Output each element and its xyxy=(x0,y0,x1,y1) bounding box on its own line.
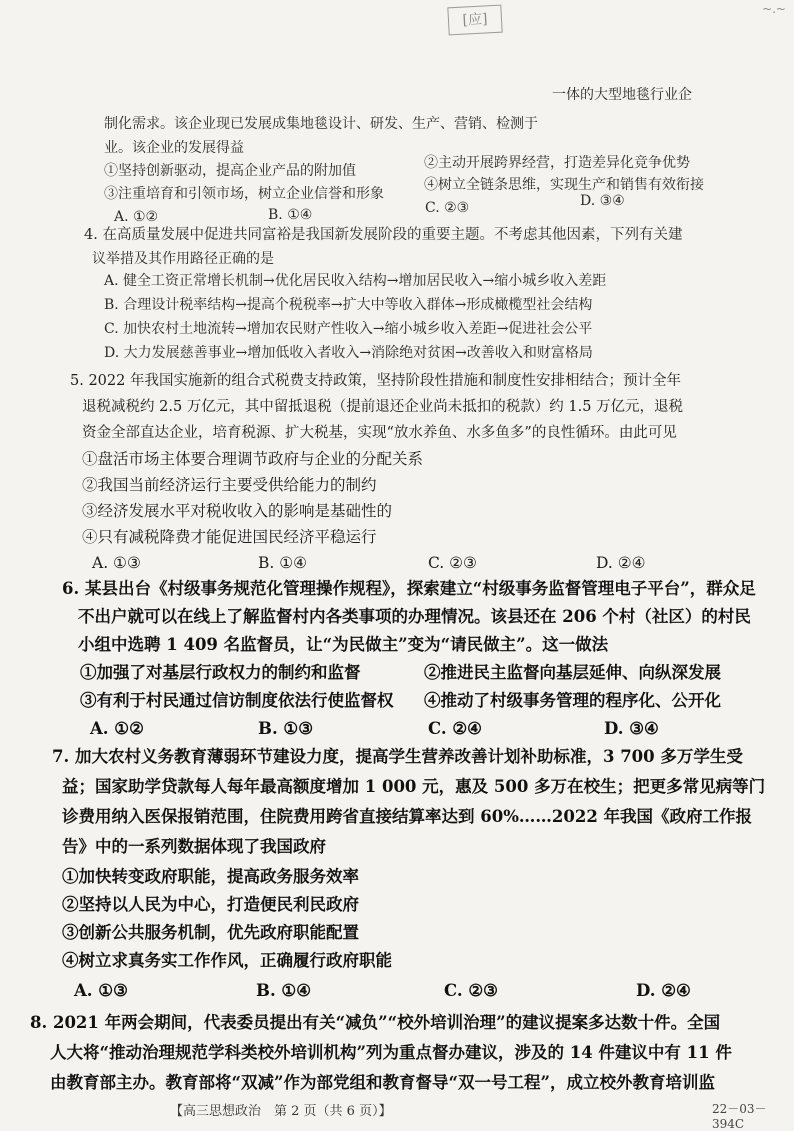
q3-choice-d: D. ③④ xyxy=(580,193,625,209)
corner-mark: ~.~ xyxy=(762,2,786,16)
q5-stem-line2: 退税减税约 2.5 万亿元，其中留抵退税（提前退还企业尚未抵扣的税款）约 1.5 万亿元，退税 xyxy=(82,399,684,415)
q5-option-3: ③经济发展水平对税收收入的影响是基础性的 xyxy=(82,502,393,520)
q5-choice-a: A. ①③ xyxy=(92,554,141,572)
q7-option-2: ②坚持以人民为中心，打造便民利民政府 xyxy=(62,895,359,914)
q3-line1: 制化需求。该企业现已发展成集地毯设计、研发、生产、营销、检测于 xyxy=(104,116,538,132)
q5-choice-c: C. ②③ xyxy=(428,554,477,572)
q7-option-3: ③创新公共服务机制，优先政府职能配置 xyxy=(62,923,359,942)
q4-stem-line2: 议举措及其作用路径正确的是 xyxy=(92,251,274,267)
q7-stem-line3: 诊费用纳入医保报销范围，住院费用跨省直接结算率达到 60%……2022 年我国《政府工作报 xyxy=(62,807,753,826)
page-footer: 【高三思想政治 第 2 页（共 6 页）】 xyxy=(170,1104,392,1119)
q3-choice-a: A. ①② xyxy=(114,209,159,225)
q7-stem-line4: 告》中的一系列数据体现了我国政府 xyxy=(62,837,326,856)
q7-choice-d: D. ②④ xyxy=(636,981,691,1000)
q8-stem-line2: 人大将“推动治理规范学科类校外培训机构”列为重点督办建议，涉及的 14 件建议中有 11 件 xyxy=(50,1043,732,1062)
q5-option-4: ④只有减税降费才能促进国民经济平稳运行 xyxy=(82,528,377,546)
q6-option-1: ①加强了对基层行政权力的制约和监督 xyxy=(80,663,361,682)
q5-stem-line1: 5. 2022 年我国实施新的组合式税费支持政策，坚持阶段性措施和制度性安排相结合；预计全年 xyxy=(70,373,681,389)
q4-choice-c: C. 加快农村土地流转→增加农民财产性收入→缩小城乡收入差距→促进社会公平 xyxy=(104,321,593,337)
q5-option-2: ②我国当前经济运行主要受供给能力的制约 xyxy=(82,476,377,494)
q4-choice-d: D. 大力发展慈善事业→增加低收入者收入→消除绝对贫困→改善收入和财富格局 xyxy=(104,345,593,361)
q7-choice-c: C. ②③ xyxy=(444,981,498,1000)
q7-stem-line2: 益；国家助学贷款每人每年最高额度增加 1 000 元，惠及 500 多万在校生；把更多常见病等门 xyxy=(62,777,766,796)
q6-stem-line1: 6. 某县出台《村级事务规范化管理操作规程》，探索建立“村级事务监督管理电子平台”，群众足 xyxy=(62,579,756,598)
q8-stem-line1: 8. 2021 年两会期间，代表委员提出有关“减负”“校外培训治理”的建议提案多达数十件。全国 xyxy=(30,1013,721,1032)
q5-option-1: ①盘活市场主体要合理调节政府与企业的分配关系 xyxy=(82,450,424,468)
q6-stem-line3: 小组中选聘 1 409 名监督员，让“为民做主”变为“请民做主”。这一做法 xyxy=(78,635,609,654)
q6-option-3: ③有利于村民通过信访制度依法行使监督权 xyxy=(80,691,394,710)
footer-code: 22－03－394C xyxy=(712,1102,767,1131)
q5-choice-b: B. ①④ xyxy=(258,554,308,572)
q7-choice-a: A. ①③ xyxy=(74,981,128,1000)
q3-choice-c: C. ②③ xyxy=(425,200,470,216)
q7-option-4: ④树立求真务实工作作风，正确履行政府职能 xyxy=(62,951,392,970)
q7-choice-b: B. ①④ xyxy=(256,981,312,1000)
q6-choice-c: C. ②④ xyxy=(428,719,482,738)
q7-option-1: ①加快转变政府职能，提高政务服务效率 xyxy=(62,867,359,886)
q4-stem-line1: 4. 在高质量发展中促进共同富裕是我国新发展阶段的重要主题。不考虑其他因素，下列有关建 xyxy=(84,227,683,243)
q6-choice-b: B. ①③ xyxy=(258,719,314,738)
q6-stem-line2: 不出户就可以在线上了解监督村内各类事项的办理情况。该县还在 206 个村（社区）的村民 xyxy=(78,607,751,626)
q4-choice-a: A. 健全工资正常增长机制→优化居民收入结构→增加居民收入→缩小城乡收入差距 xyxy=(104,273,607,289)
q3-line2: 业。该企业的发展得益 xyxy=(104,140,244,156)
q5-choice-d: D. ②④ xyxy=(596,554,646,572)
q3-intro: 一体的大型地毯行业企 xyxy=(552,87,692,103)
q3-option-3: ③注重培育和引领市场，树立企业信誉和形象 xyxy=(104,186,384,202)
q6-choice-d: D. ③④ xyxy=(604,719,659,738)
q3-choice-b: B. ①④ xyxy=(268,207,313,223)
q8-stem-line3: 由教育部主办。教育部将“双减”作为部党组和教育督导“双一号工程”，成立校外教育培训监 xyxy=(50,1073,715,1092)
q6-option-4: ④推动了村级事务管理的程序化、公开化 xyxy=(424,691,721,710)
q5-stem-line3: 资金全部直达企业，培育税源、扩大税基，实现“放水养鱼、水多鱼多”的良性循环。由此可见 xyxy=(82,425,677,441)
q3-option-2: ②主动开展跨界经营，打造差异化竞争优势 xyxy=(424,155,690,171)
q7-stem-line1: 7. 加大农村义务教育薄弱环节建设力度，提高学生营养改善计划补助标准，3 700 多万学生受 xyxy=(52,747,743,766)
q3-option-4: ④树立全链条思维，实现生产和销售有效衔接 xyxy=(424,177,704,193)
q6-choice-a: A. ①② xyxy=(90,719,144,738)
q3-option-1: ①坚持创新驱动，提高企业产品的附加值 xyxy=(104,163,356,179)
q4-choice-b: B. 合理设计税率结构→提高个税税率→扩大中等收入群体→形成橄榄型社会结构 xyxy=(104,297,593,313)
page-stamp: [应] xyxy=(447,5,502,36)
q6-option-2: ②推进民主监督向基层延伸、向纵深发展 xyxy=(424,663,721,682)
